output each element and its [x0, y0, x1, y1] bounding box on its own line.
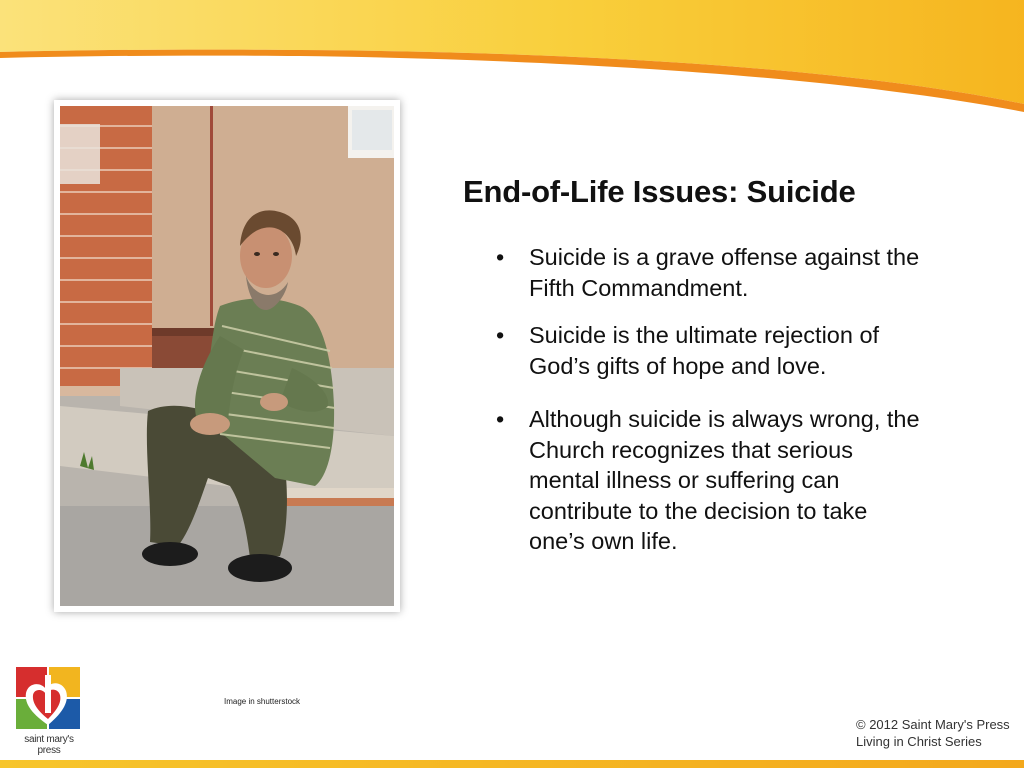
- seated-man-photo: [60, 106, 394, 606]
- bullet-text: Suicide is the ultimate rejection of God’s gifts of hope and love.: [529, 322, 880, 379]
- bullet-glyph: •: [496, 406, 505, 432]
- footer-band: [0, 760, 1024, 768]
- copyright-block: [856, 716, 1010, 750]
- bullet-text: Suicide is a grave offense against the Fifth Commandment.: [529, 244, 920, 301]
- bullet-item: [496, 320, 926, 381]
- bullet-glyph: •: [496, 322, 505, 348]
- bullet-text: Although suicide is always wrong, the Church recognizes that serious mental illness or suffering can contribute to the decision to take one’s own life.: [529, 406, 920, 554]
- copyright-text: © 2012 Saint Mary's Press: [856, 717, 1010, 732]
- bullet-item: [496, 404, 926, 557]
- bullet-glyph: •: [496, 244, 505, 270]
- series-text: Living in Christ Series: [856, 734, 982, 749]
- bullet-item: [496, 242, 926, 303]
- image-credit: Image in shutterstock: [224, 697, 301, 706]
- slide-title: End-of-Life Issues: Suicide: [463, 174, 856, 209]
- logo-wordmark: saint mary's press: [24, 734, 74, 756]
- photo-frame: [54, 100, 400, 612]
- bullet-list: [496, 242, 926, 557]
